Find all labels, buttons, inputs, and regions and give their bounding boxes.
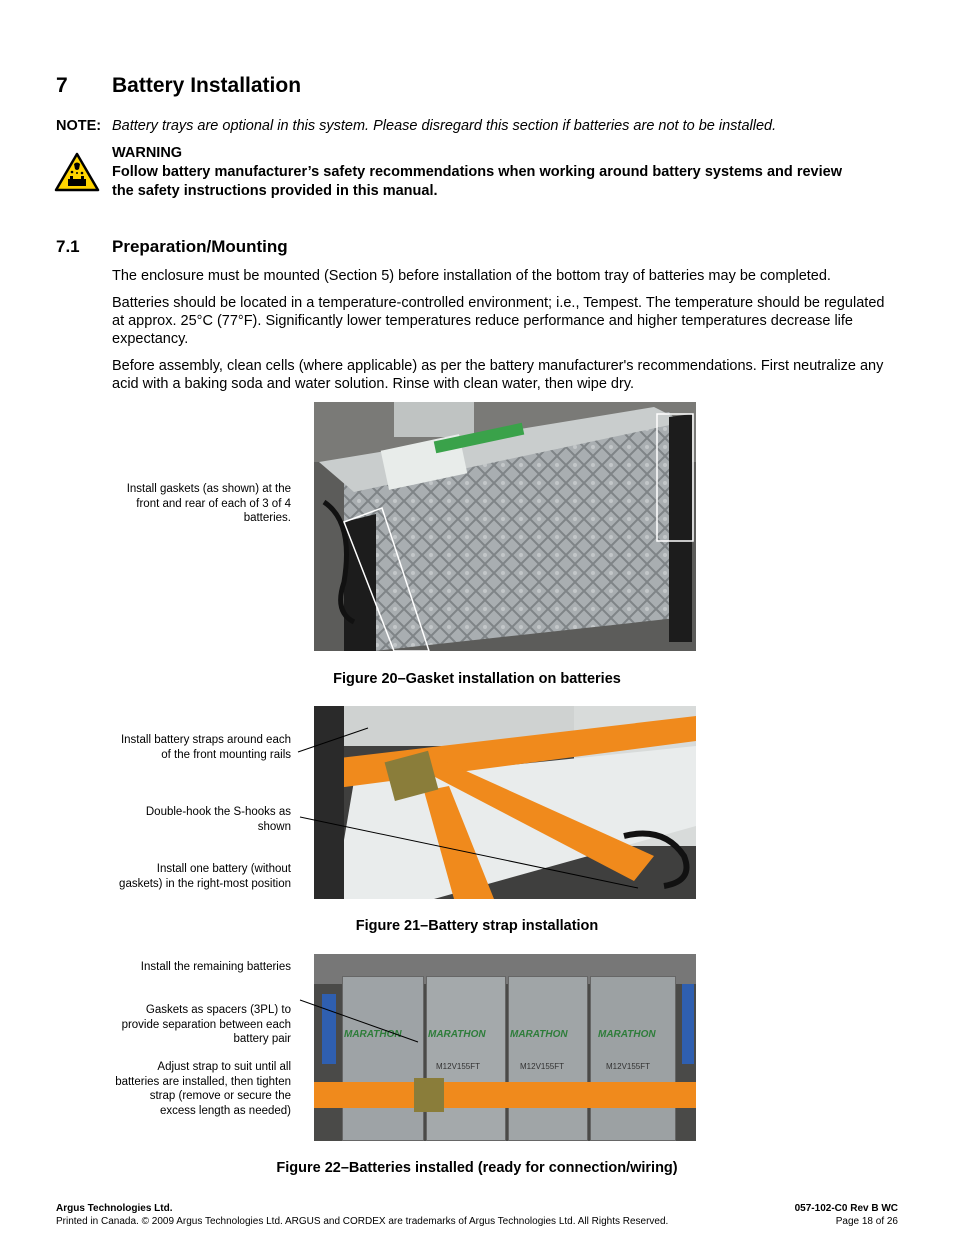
footer-page-number: Page 18 of 26 [835, 1216, 898, 1227]
subsection-number: 7.1 [56, 237, 80, 256]
warning-body: Follow battery manufacturer’s safety recommendations when working around battery systems and review the safety instructions provided in this manual. [112, 164, 842, 199]
warning-title: WARNING [112, 145, 183, 161]
section-title: Battery Installation [112, 74, 302, 97]
leader-line [300, 1000, 418, 1042]
note-text: Battery trays are optional in this system. Please disregard this section if batteries are not to be installed. [112, 118, 777, 134]
subsection-title: Preparation/Mounting [112, 237, 288, 256]
battery-brand-label: MARATHON [598, 1029, 656, 1040]
battery-brand-label: MARATHON [510, 1029, 568, 1040]
figure-callout: Adjust strap to suit until all batteries are installed, then tighten strap (remove or secure the excess length as needed) [115, 1061, 291, 1117]
figure-caption: Figure 21–Battery strap installation [355, 918, 599, 934]
figure-callout: Double-hook the S-hooks as shown [145, 806, 291, 833]
figure-callout: Install the remaining batteries [140, 961, 291, 973]
paragraph: The enclosure must be mounted (Section 5) before installation of the bottom tray of batteries may be completed. [112, 268, 831, 284]
figure-callout: Install gaskets (as shown) at the front and rear of each of 3 of 4 batteries. [126, 483, 291, 524]
battery-model-label: M12V155FT [520, 1062, 565, 1071]
battery-model-label: M12V155FT [606, 1062, 651, 1071]
leader-line [298, 728, 368, 752]
battery-brand-label: MARATHON [428, 1029, 486, 1040]
footer-doc-number: 057-102-C0 Rev B WC [794, 1203, 898, 1214]
footer-company: Argus Technologies Ltd. [56, 1203, 173, 1214]
figure-callout: Install one battery (without gaskets) in the right-most position [119, 863, 291, 890]
battery-brand-label: MARATHON [344, 1029, 402, 1040]
figure-caption: Figure 20–Gasket installation on batteries [333, 671, 621, 687]
note-label: NOTE: [56, 118, 102, 134]
footer-copyright: Printed in Canada. © 2009 Argus Technologies Ltd. ARGUS and CORDEX are trademarks of Argus Technologies Ltd. All Rights Reserved. [56, 1216, 669, 1227]
paragraph: Before assembly, clean cells (where applicable) as per the battery manufacturer's recommendations. First neutralize any acid with a baking soda and water solution. Rinse with clean water, then wipe dry. [112, 358, 884, 392]
battery-model-label: M12V155FT [436, 1062, 481, 1071]
figure-caption: Figure 22–Batteries installed (ready for connection/wiring) [276, 1160, 678, 1176]
figure-callout: Gaskets as spacers (3PL) to provide separation between each battery pair [121, 1004, 291, 1045]
section-number: 7 [56, 74, 68, 97]
figure-callout: Install battery straps around each of the front mounting rails [120, 734, 291, 761]
paragraph: Batteries should be located in a temperature-controlled environment; i.e., Tempest. The temperature should be regulated at approx. 25°C (77°F). Significantly lower temperatures reduce performance and higher temperatures decrease life expectancy. [112, 295, 885, 347]
leader-line [300, 817, 638, 888]
